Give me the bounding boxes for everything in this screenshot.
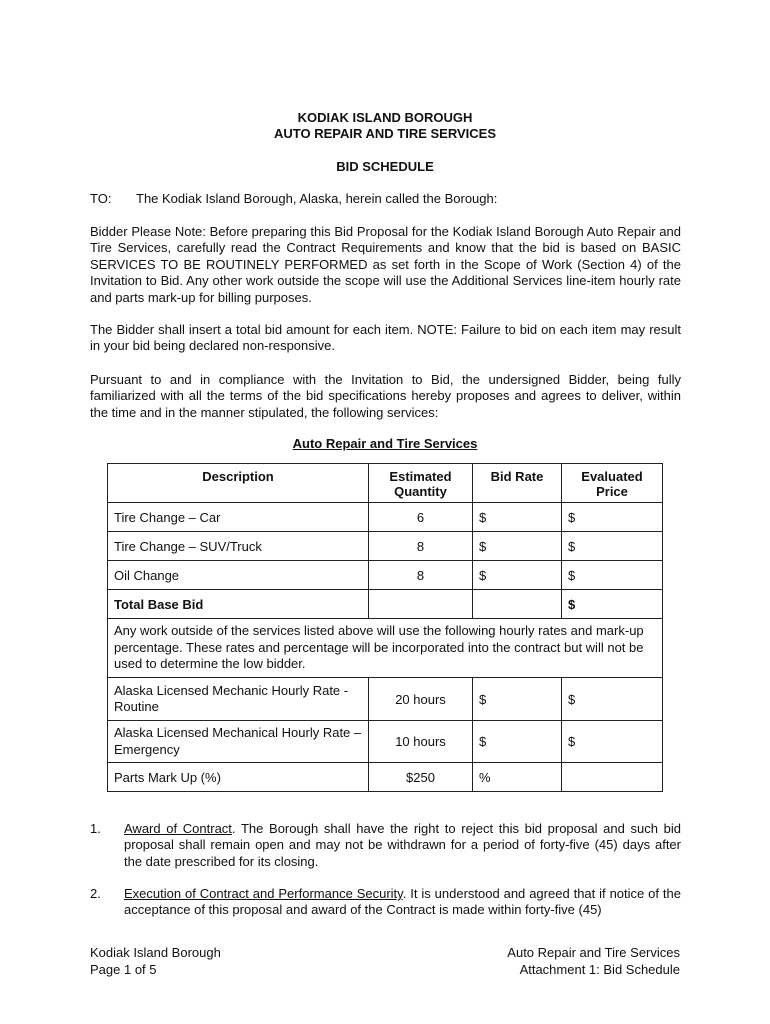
table-row [108, 503, 663, 532]
bidder-note-paragraph: Bidder Please Note: Before preparing this Bid Proposal for the Kodiak Island Borough Auto Repair and Tire Services, carefully read the Contract Requirements and know that the bid is based on BASIC SERVICES TO BE ROUTINELY PERFORMED as set forth in the Scope of Work (Section 4) of the Invitation to Bid. Any other work outside the scope will use the Additional Services line-item hourly rate and parts mark-up for billing purposes. [90, 224, 681, 305]
total-evaluated-field[interactable]: $ [562, 590, 663, 619]
total-label: Total Base Bid [108, 590, 369, 619]
footer-right [507, 944, 680, 978]
footer-page-number: Page 1 of 5 [90, 962, 157, 977]
list-item-text: . It is understood and agreed that if notice of the acceptance of this proposal and award of the Contract is made within forty-five (45) [124, 886, 681, 918]
bid-schedule-table [107, 463, 663, 792]
row-evaluated-field[interactable]: $ [562, 532, 663, 561]
execution-of-contract-heading: Execution of Contract and Performance Security [124, 886, 403, 901]
table-title: Auto Repair and Tire Services [292, 436, 478, 451]
to-text: The Kodiak Island Borough, Alaska, herein called the Borough: [136, 191, 498, 206]
row-quantity: $250 [369, 763, 473, 792]
header-description: Description [108, 464, 369, 503]
row-description: Alaska Licensed Mechanical Hourly Rate – Emergency [108, 721, 369, 763]
row-bid-rate-field[interactable]: % [473, 763, 562, 792]
table-row [108, 532, 663, 561]
table-row [108, 763, 663, 792]
total-bid-rate-empty [473, 590, 562, 619]
org-title: KODIAK ISLAND BOROUGH [297, 110, 473, 125]
row-description: Tire Change – SUV/Truck [108, 532, 369, 561]
total-row [108, 590, 663, 619]
list-item-text: . The Borough shall have the right to reject this bid proposal and such bid proposal shall remain open and may not be withdrawn for a period of forty-five (45) days after the date prescribed for its closing. [124, 821, 682, 869]
note-row [108, 619, 663, 678]
row-quantity: 8 [369, 532, 473, 561]
table-row [108, 678, 663, 721]
pursuant-paragraph: Pursuant to and in compliance with the Invitation to Bid, the undersigned Bidder, being fully familiarized with all the terms of the bid specifications hereby proposes and agrees to deliver, within the time and in the manner stipulated, the following services: [90, 372, 681, 420]
header-bid-rate: Bid Rate [473, 464, 562, 503]
row-description: Alaska Licensed Mechanic Hourly Rate - Routine [108, 678, 369, 721]
row-bid-rate-field[interactable]: $ [473, 721, 562, 763]
row-evaluated-field[interactable]: $ [562, 561, 663, 590]
row-bid-rate-field[interactable]: $ [473, 561, 562, 590]
row-bid-rate-field[interactable]: $ [473, 532, 562, 561]
table-row [108, 721, 663, 763]
header-quantity: Estimated Quantity [369, 464, 473, 503]
list-number: 2. [90, 886, 101, 901]
row-description: Oil Change [108, 561, 369, 590]
list-item [90, 821, 681, 870]
header-evaluated-price: Evaluated Price [562, 464, 663, 503]
award-of-contract-heading: Award of Contract [124, 821, 232, 836]
table-row [108, 561, 663, 590]
footer-attachment: Attachment 1: Bid Schedule [519, 962, 680, 977]
to-label: TO: [90, 191, 112, 206]
row-bid-rate-field[interactable]: $ [473, 678, 562, 721]
table-header-row [108, 464, 663, 503]
row-bid-rate-field[interactable]: $ [473, 503, 562, 532]
schedule-title: BID SCHEDULE [336, 159, 434, 174]
footer-left [90, 944, 221, 978]
row-evaluated-field[interactable]: $ [562, 678, 663, 721]
row-description: Parts Mark Up (%) [108, 763, 369, 792]
footer-organization: Kodiak Island Borough [90, 945, 221, 960]
row-quantity: 10 hours [369, 721, 473, 763]
list-item [90, 886, 681, 919]
footer-document-name: Auto Repair and Tire Services [507, 945, 680, 960]
row-evaluated-field[interactable]: $ [562, 721, 663, 763]
row-evaluated-field[interactable] [562, 763, 663, 792]
row-quantity: 6 [369, 503, 473, 532]
list-number: 1. [90, 821, 101, 836]
doc-title: AUTO REPAIR AND TIRE SERVICES [274, 126, 496, 141]
row-quantity: 20 hours [369, 678, 473, 721]
total-quantity-empty [369, 590, 473, 619]
row-quantity: 8 [369, 561, 473, 590]
additional-services-note: Any work outside of the services listed above will use the following hourly rates and mark-up percentage. These rates and percentage will be incorporated into the contract but will not be used to determine the low bidder. [108, 619, 663, 678]
bid-instruction-paragraph: The Bidder shall insert a total bid amount for each item. NOTE: Failure to bid on each item may result in your bid being declared non-responsive. [90, 322, 681, 354]
row-description: Tire Change – Car [108, 503, 369, 532]
row-evaluated-field[interactable]: $ [562, 503, 663, 532]
